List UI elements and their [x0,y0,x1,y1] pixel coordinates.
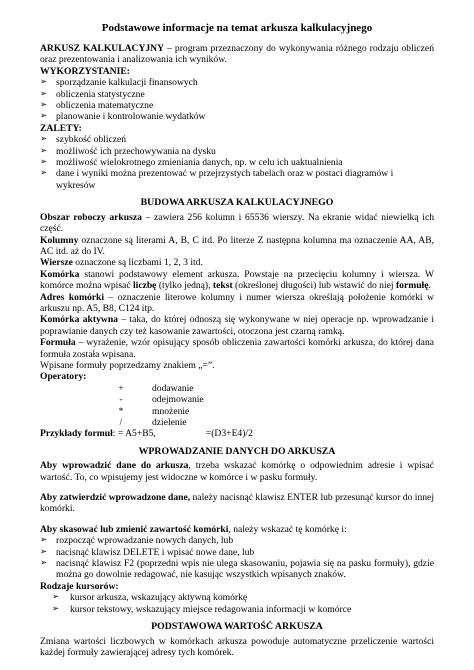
formula-text: – wyrażenie, wzór opisujący sposób obliczenia zawartości komórki arkusza, do której dana formuła została wpisana. [40,337,434,360]
formula-entry-note: Wpisane formuły poprzedzamy znakiem „=”. [40,359,215,371]
cell-formula-term: formułę [395,280,429,292]
intro-term: ARKUSZ KALKULACYJNY [40,43,165,54]
columns-text: oznaczone są literami A, B, C itd. Po literze Z następna kolumna ma oznaczenie AA, AB, AC itd. aż do IV. [40,234,434,257]
entry-heading: WPROWADZANIE DANYCH DO ARKUSZA [138,445,336,457]
operators-list [40,383,434,429]
intro-definition: – program przeznaczony do wykonywania różnego rodzaju obliczeń oraz prezentowania i analizowania ich wyników. [40,43,434,66]
list-item: ➢ rozpocząć wprowadzanie nowych danych, lub [40,535,434,546]
list-item: ➢ obliczenia matematyczne [40,100,434,111]
address-paragraph [40,292,434,315]
operator-symbol: / [119,417,123,428]
work-area-text: – zawiera 256 kolumn i 65536 wierszy. Na ekranie widać niewielką ich część. [40,211,435,235]
operator-name: dzielenie [152,417,187,428]
list-item [40,383,434,394]
list-item: ➢ kursor tekstowy, wskazujący miejsce redagowania informacji w komórce [40,604,434,615]
cell-term: Komórka [40,268,80,280]
entry-text: należy nacisnąć klawisz ENTER lub przesunąć kursor do innej komórki. [40,492,434,515]
address-text: – oznaczenie literowe kolumny i numer wiersza określają położenie komórki w arkuszu np. A5, B8, C124 itp. [40,291,434,314]
formula-paragraph [40,337,434,360]
entry-paragraph-1 [40,460,434,483]
intro-paragraph [40,43,434,66]
work-area-term: Obszar roboczy arkusza [40,211,142,223]
example-1: : = A5+B5, [112,428,156,440]
list-item: ➢ dane i wyniki można prezentować w przejrzystych tabelach oraz w postaci diagramów i wykresów [40,168,434,191]
columns-paragraph [40,235,434,258]
uses-heading: WYKORZYSTANIE: [40,65,130,77]
advantages-list [40,134,434,191]
formula-examples [40,428,434,439]
cell-text-term: tekst [212,280,233,292]
operator-symbol: + [118,382,124,394]
examples-label: Przykłady formuł [40,428,113,440]
rows-text: oznaczone są liczbami 1, 2, 3 itd. [72,257,203,269]
cell-number-term: liczbę [132,280,157,292]
entry-bold: Aby skasować lub zmienić zawartość komórki [40,523,229,535]
active-cell-text: – taka, do której odnoszą się wykonywane w niej operacje np. wprowadzanie i poprawianie danych czy też kasowanie zawartości, otoczona jest czarną ramką. [40,314,434,337]
cell-text: . [428,280,431,292]
list-item: ➢ możliwość ich przechowywania na dysku [40,146,434,157]
list-item: ➢ możliwość wielokrotnego zmieniania danych, np. w celu ich uaktualnienia [40,157,434,168]
list-item: ➢ nacisnąć klawisz F2 (poprzedni wpis nie ulega skasowaniu, pojawia się na pasku formuły), gdzie można go dowolnie redagować, nie kasując wszystkich wpisanych znaków. [40,558,434,581]
active-cell-term: Komórka aktywna [40,314,118,326]
basic-paragraph: Zmiana wartości liczbowych w komórkach arkusza powoduje automatyczne przeliczenie wartości każdej formuły zawierającej adresy tych komórek. [40,635,434,658]
operator-name: dodawanie [152,382,194,394]
address-term: Adres komórki [40,291,104,303]
list-item [40,394,434,405]
cell-text: stanowi podstawowy element arkusza. Powstaje na przecięciu kolumny i wiersza. W komórce można wpisać [40,268,434,292]
list-item: ➢ obliczenia statystyczne [40,89,434,100]
cell-text: (tylko jedną), [156,280,213,292]
operator-name: mnożenie [152,405,190,417]
cursors-list [40,592,434,615]
document-title: Podstawowe informacje na temat arkusza kalkulacyjnego [101,22,373,34]
work-area-paragraph [40,212,434,235]
entry-text: , trzeba wskazać komórkę o odpowiednim adresie i wpisać wartość. To, co wpisujemy jest widoczne w komórce i w pasku formuły. [40,460,435,483]
list-item: ➢ kursor arkusza, wskazujący aktywną komórkę [40,592,434,603]
entry-bold: Aby wprowadzić dane do arkusza [40,460,189,472]
list-item: ➢ nacisnąć klawisz DELETE i wpisać nowe dane, lub [40,547,434,558]
columns-term: Kolumny [40,234,79,246]
active-cell-paragraph [40,314,434,337]
rows-paragraph [40,257,434,268]
list-item [40,417,434,428]
list-item [40,406,434,417]
list-item: ➢ sporządzanie kalkulacji finansowych [40,77,434,88]
operator-name: odejmowanie [152,394,204,406]
uses-list [40,77,434,123]
structure-heading: BUDOWA ARKUSZA KALKULACYJNEGO [140,197,334,209]
basic-heading: PODSTAWOWA WARTOŚĆ ARKUSZA [151,621,323,633]
list-item: ➢ szybkość obliczeń [40,134,434,145]
rows-term: Wiersze [40,257,73,269]
example-2: =(D3+E4)/2 [205,428,253,440]
operator-symbol: * [118,405,124,417]
formula-term: Formuła [40,337,76,349]
entry-paragraph-2 [40,492,434,515]
entry-paragraph-3 [40,524,434,535]
cursors-heading: Rodzaje kursorów: [40,580,119,592]
entry-bold: Aby zatwierdzić wprowadzone dane, [40,492,191,504]
advantages-heading: ZALETY: [40,122,82,134]
list-item: ➢ planowanie i kontrolowanie wydatków [40,111,434,122]
entry-text: , należy wskazać tę komórkę i: [228,523,347,535]
operator-symbol: - [119,394,123,406]
cell-paragraph [40,269,434,292]
edit-options-list [40,535,434,581]
cell-text: (określonej długości) lub wstawić do niej [232,280,396,292]
operators-heading: Operatory: [40,371,87,383]
